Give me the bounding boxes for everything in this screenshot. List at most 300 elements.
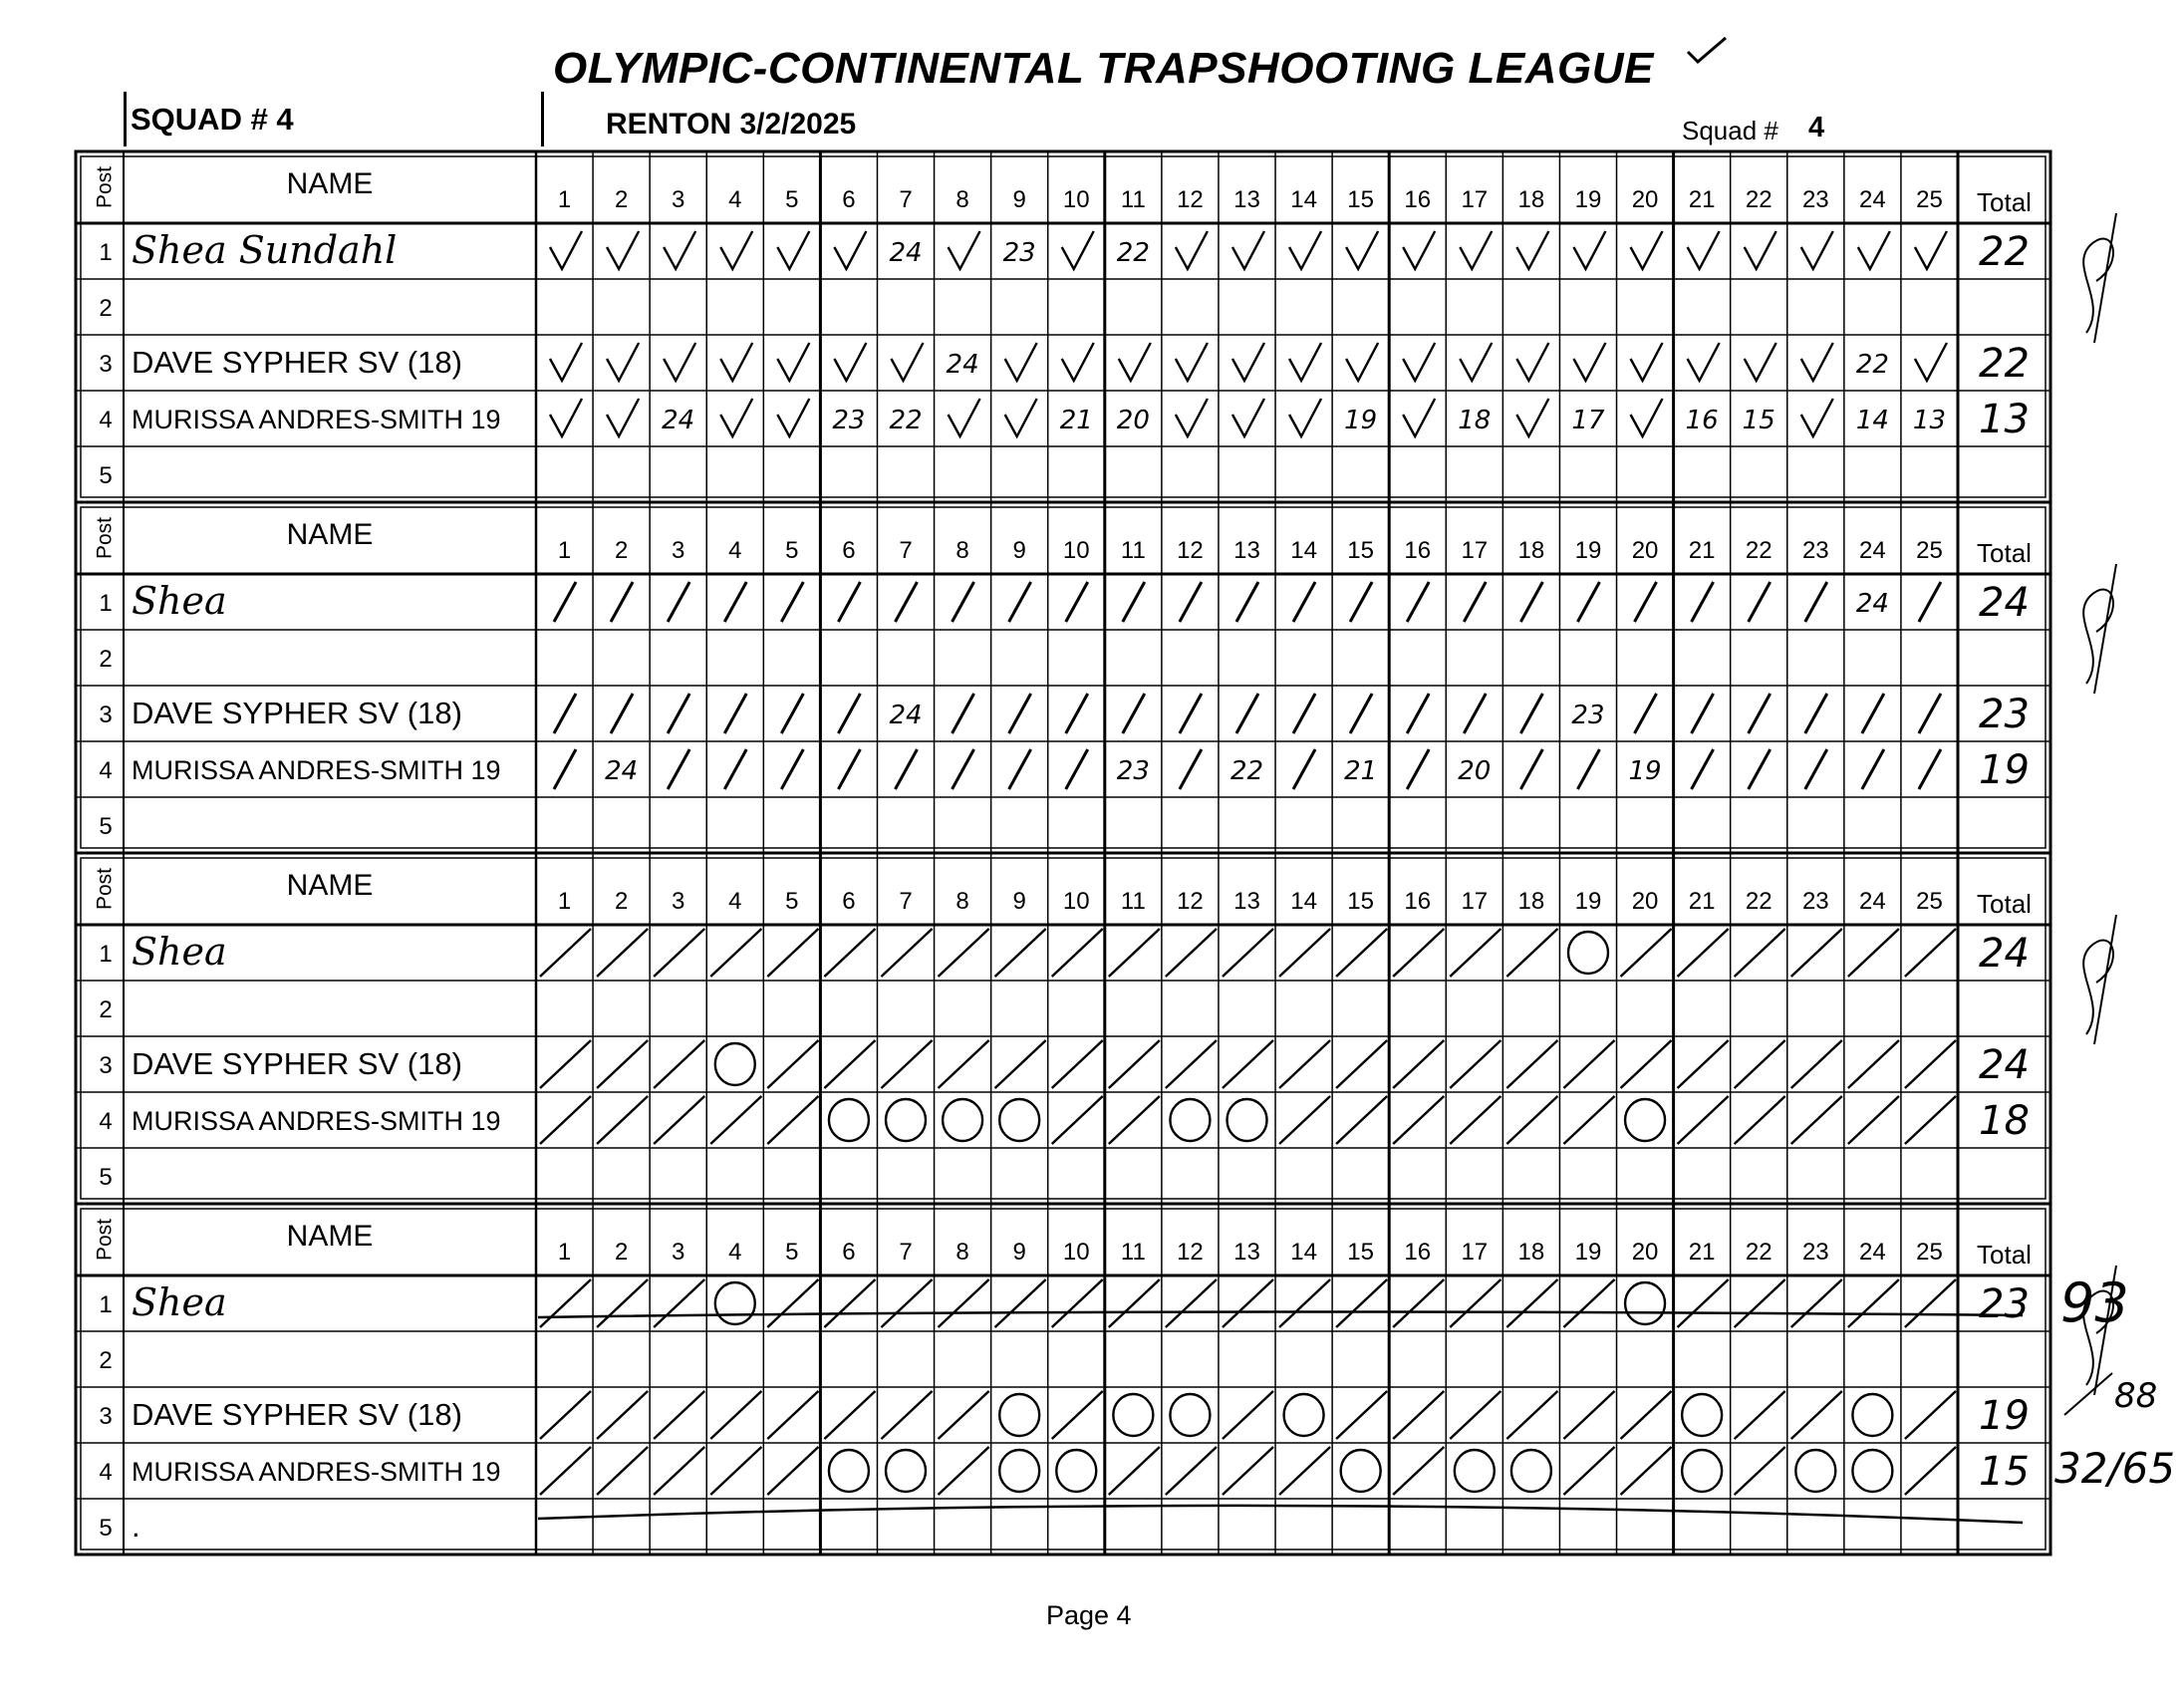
- target-number-label: 7: [899, 888, 913, 915]
- hit-slash-icon: [654, 1096, 704, 1144]
- hit-slash-icon: [1450, 1391, 1501, 1439]
- hit-slash-icon: [1735, 1040, 1785, 1088]
- target-number-label: 9: [1012, 888, 1026, 915]
- target-number-label: 11: [1120, 1239, 1146, 1266]
- target-number-label: 23: [1801, 888, 1829, 915]
- post-number: 5: [99, 1515, 113, 1542]
- hit-slash-icon: [1336, 1040, 1387, 1088]
- shooter-name: MURISSA ANDRES-SMITH 19: [132, 755, 501, 785]
- target-number-label: 3: [672, 537, 685, 564]
- hit-slash-icon: [1393, 1447, 1444, 1495]
- shooter-row: [99, 1347, 112, 1374]
- target-number-label: 10: [1062, 186, 1090, 213]
- target-number-label: 8: [956, 537, 969, 564]
- target-number-label: 5: [785, 537, 799, 564]
- post-number: 2: [99, 1347, 113, 1374]
- target-number-label: 23: [1801, 186, 1829, 213]
- hit-slash-icon: [597, 1040, 648, 1088]
- hit-slash-icon: [1506, 1279, 1557, 1327]
- hit-slash-icon: [1450, 1279, 1501, 1327]
- hit-slash-icon: [540, 1447, 591, 1495]
- hit-check-icon: [1062, 343, 1094, 381]
- hit-slash-icon: [597, 929, 648, 977]
- hit-slash-icon: [1109, 1447, 1160, 1495]
- hit-slash-icon: [1393, 1096, 1444, 1144]
- target-number-label: 8: [956, 1239, 969, 1266]
- hit-slash-icon: [1791, 1391, 1842, 1439]
- hit-slash-icon: [611, 582, 633, 622]
- hit-check-icon: [664, 231, 695, 269]
- hit-check-icon: [720, 343, 752, 381]
- hit-slash-icon: [1166, 1279, 1217, 1327]
- hit-slash-icon: [1052, 1096, 1103, 1144]
- hit-check-icon: [1403, 231, 1435, 269]
- hit-check-icon: [891, 343, 923, 381]
- hit-slash-icon: [597, 1096, 648, 1144]
- row-total: 23: [1979, 692, 2030, 737]
- hit-check-icon: [1289, 399, 1321, 436]
- total-label: Total: [1977, 187, 2032, 217]
- target-number-label: 8: [956, 888, 969, 915]
- hit-check-icon: [1573, 343, 1605, 381]
- margin-fraction-2: 32/65: [2054, 1444, 2176, 1493]
- hit-slash-icon: [1678, 929, 1729, 977]
- hit-check-icon: [607, 343, 639, 381]
- target-number-label: 6: [842, 537, 856, 564]
- hit-check-icon: [1915, 231, 1947, 269]
- hit-slash-icon: [1279, 1279, 1330, 1327]
- hit-slash-icon: [838, 694, 860, 733]
- squad-label: SQUAD # 4: [131, 102, 294, 137]
- event-label: RENTON 3/2/2025: [606, 108, 857, 141]
- post-number: 3: [99, 1052, 113, 1079]
- hit-slash-icon: [1109, 1040, 1160, 1088]
- running-score: 14: [1855, 406, 1889, 435]
- hit-slash-icon: [1692, 582, 1714, 622]
- hit-slash-icon: [824, 1391, 875, 1439]
- miss-o-icon: [1682, 1450, 1722, 1492]
- target-number-label: 2: [614, 1239, 629, 1266]
- miss-o-icon: [999, 1099, 1039, 1141]
- hit-slash-icon: [1791, 929, 1842, 977]
- row-total: 18: [1979, 1098, 2030, 1144]
- shooter-row: [99, 579, 2030, 626]
- hit-slash-icon: [1506, 1040, 1557, 1088]
- post-number: 2: [99, 996, 113, 1023]
- miss-o-icon: [1113, 1394, 1153, 1436]
- target-number-label: 7: [899, 1239, 913, 1266]
- miss-o-icon: [1170, 1099, 1210, 1141]
- target-number-label: 22: [1745, 186, 1773, 213]
- hit-check-icon: [1176, 231, 1208, 269]
- target-number-label: 4: [728, 537, 742, 564]
- hit-slash-icon: [1393, 1040, 1444, 1088]
- running-score: 19: [1628, 756, 1662, 786]
- running-score: 19: [1344, 406, 1378, 435]
- target-number-label: 18: [1517, 1239, 1545, 1266]
- target-number-label: 12: [1177, 1239, 1204, 1266]
- target-number-label: 3: [672, 1239, 685, 1266]
- hit-slash-icon: [1749, 694, 1771, 733]
- hit-slash-icon: [1749, 749, 1771, 789]
- hit-slash-icon: [1464, 582, 1486, 622]
- running-score: 15: [1742, 406, 1775, 435]
- hit-slash-icon: [1223, 929, 1273, 977]
- hit-slash-icon: [1109, 1096, 1160, 1144]
- hit-slash-icon: [1848, 1040, 1899, 1088]
- target-number-label: 14: [1290, 537, 1317, 564]
- hit-check-icon: [720, 231, 752, 269]
- hit-slash-icon: [1905, 1096, 1956, 1144]
- hit-slash-icon: [1678, 1096, 1729, 1144]
- hit-check-icon: [720, 399, 752, 436]
- post-number: 5: [99, 813, 113, 840]
- hit-slash-icon: [540, 1391, 591, 1439]
- target-number-label: 18: [1517, 888, 1545, 915]
- hit-check-icon: [1516, 343, 1548, 381]
- post-number: 1: [99, 941, 113, 968]
- target-number-label: 2: [614, 888, 629, 915]
- hit-check-icon: [834, 343, 866, 381]
- miss-o-icon: [1511, 1450, 1551, 1492]
- hit-slash-icon: [1066, 582, 1088, 622]
- hit-check-icon: [1176, 399, 1208, 436]
- target-number-label: 23: [1801, 1239, 1829, 1266]
- hit-slash-icon: [611, 694, 633, 733]
- hit-slash-icon: [953, 582, 974, 622]
- hit-slash-icon: [1791, 1279, 1842, 1327]
- post-number: 1: [99, 590, 113, 617]
- hit-slash-icon: [668, 694, 689, 733]
- hit-slash-icon: [1223, 1040, 1273, 1088]
- hit-slash-icon: [1635, 582, 1657, 622]
- hit-check-icon: [1688, 231, 1720, 269]
- shooter-row: [99, 747, 2030, 793]
- hit-slash-icon: [1407, 694, 1429, 733]
- row-total: 22: [1979, 229, 2030, 275]
- target-number-label: 7: [899, 537, 913, 564]
- target-number-label: 17: [1461, 1239, 1489, 1266]
- hit-slash-icon: [1805, 749, 1827, 789]
- hit-slash-icon: [1621, 929, 1672, 977]
- shooter-row: [99, 462, 112, 489]
- hit-check-icon: [1516, 231, 1548, 269]
- target-number-label: 1: [557, 1239, 572, 1266]
- shooter-row: [99, 341, 2030, 387]
- hit-check-icon: [1403, 399, 1435, 436]
- target-number-label: 25: [1916, 537, 1943, 564]
- hit-slash-icon: [767, 929, 818, 977]
- hit-check-icon: [550, 231, 582, 269]
- page-number: Page 4: [1046, 1600, 1132, 1630]
- hit-slash-icon: [554, 749, 576, 789]
- hit-slash-icon: [1393, 1279, 1444, 1327]
- target-number-label: 21: [1688, 888, 1716, 915]
- hit-slash-icon: [1563, 1040, 1614, 1088]
- hit-slash-icon: [1563, 1447, 1614, 1495]
- hit-slash-icon: [1393, 1391, 1444, 1439]
- hit-slash-icon: [1905, 1040, 1956, 1088]
- target-number-label: 13: [1233, 186, 1260, 213]
- hit-slash-icon: [654, 929, 704, 977]
- miss-o-icon: [1625, 1282, 1665, 1324]
- hit-slash-icon: [1506, 929, 1557, 977]
- hit-check-icon: [1573, 231, 1605, 269]
- hit-slash-icon: [781, 694, 803, 733]
- round-block-1: [76, 151, 2116, 502]
- hit-slash-icon: [668, 749, 689, 789]
- target-number-label: 4: [728, 186, 742, 213]
- hit-slash-icon: [540, 1096, 591, 1144]
- shooter-name: .: [132, 1509, 140, 1544]
- row-total: 24: [1979, 1042, 2030, 1088]
- hit-slash-icon: [1450, 1040, 1501, 1088]
- hit-slash-icon: [1862, 694, 1884, 733]
- hit-check-icon: [834, 231, 866, 269]
- hit-slash-icon: [1905, 1279, 1956, 1327]
- hit-slash-icon: [767, 1391, 818, 1439]
- hit-slash-icon: [710, 1391, 761, 1439]
- target-number-label: 3: [672, 186, 685, 213]
- target-number-label: 9: [1012, 186, 1026, 213]
- miss-o-icon: [1228, 1099, 1267, 1141]
- hit-check-icon: [777, 343, 809, 381]
- hit-slash-icon: [597, 1391, 648, 1439]
- shooter-row: [99, 397, 2030, 442]
- hit-slash-icon: [1450, 929, 1501, 977]
- shooter-row: [99, 692, 2030, 737]
- hit-slash-icon: [1052, 929, 1103, 977]
- running-score: 17: [1571, 406, 1605, 435]
- target-number-label: 25: [1916, 888, 1943, 915]
- shooter-row: [99, 1447, 2030, 1495]
- hit-slash-icon: [1236, 582, 1258, 622]
- hit-check-icon: [949, 231, 980, 269]
- target-number-label: 24: [1859, 1239, 1886, 1266]
- target-number-label: 20: [1631, 888, 1659, 915]
- hit-check-icon: [1631, 399, 1663, 436]
- hit-slash-icon: [767, 1096, 818, 1144]
- hit-slash-icon: [824, 1040, 875, 1088]
- target-number-label: 19: [1574, 537, 1602, 564]
- hit-slash-icon: [1223, 1279, 1273, 1327]
- hit-slash-icon: [1393, 929, 1444, 977]
- hit-slash-icon: [1009, 749, 1031, 789]
- post-number: 3: [99, 1403, 113, 1430]
- shooter-row: [99, 1040, 2030, 1088]
- target-number-label: 5: [785, 1239, 799, 1266]
- target-number-label: 20: [1631, 537, 1659, 564]
- miss-o-icon: [1284, 1394, 1324, 1436]
- target-number-label: 8: [956, 186, 969, 213]
- miss-o-icon: [999, 1450, 1039, 1492]
- hit-slash-icon: [654, 1279, 704, 1327]
- hit-slash-icon: [1520, 694, 1542, 733]
- fraction-slash: [2064, 1373, 2112, 1415]
- post-number: 1: [99, 239, 113, 266]
- hit-slash-icon: [1621, 1391, 1672, 1439]
- round-block-4: [76, 1204, 2116, 1554]
- target-number-label: 5: [785, 888, 799, 915]
- shooter-row: [99, 1164, 112, 1191]
- hit-slash-icon: [1350, 582, 1372, 622]
- post-number: 4: [99, 1108, 113, 1135]
- target-number-label: 5: [785, 186, 799, 213]
- hit-slash-icon: [1166, 1447, 1217, 1495]
- target-number-label: 21: [1688, 537, 1716, 564]
- hit-slash-icon: [1749, 582, 1771, 622]
- hit-slash-icon: [1621, 1040, 1672, 1088]
- hit-slash-icon: [1293, 749, 1315, 789]
- name-label: NAME: [286, 167, 374, 200]
- hit-slash-icon: [1123, 694, 1145, 733]
- hit-slash-icon: [554, 694, 576, 733]
- post-label: Post: [93, 1218, 117, 1262]
- target-number-label: 4: [728, 1239, 742, 1266]
- hit-slash-icon: [597, 1447, 648, 1495]
- hit-check-icon: [1858, 231, 1890, 269]
- hit-slash-icon: [881, 1279, 932, 1327]
- hit-slash-icon: [767, 1447, 818, 1495]
- post-number: 2: [99, 646, 113, 673]
- total-label: Total: [1977, 889, 2032, 919]
- miss-o-icon: [1170, 1394, 1210, 1436]
- hit-slash-icon: [939, 929, 989, 977]
- hit-check-icon: [1460, 343, 1492, 381]
- total-label: Total: [1977, 538, 2032, 568]
- hit-slash-icon: [1919, 694, 1941, 733]
- target-number-label: 11: [1120, 537, 1146, 564]
- target-number-label: 22: [1745, 888, 1773, 915]
- hit-slash-icon: [1223, 1391, 1273, 1439]
- hit-check-icon: [777, 231, 809, 269]
- hit-slash-icon: [1563, 1279, 1614, 1327]
- hit-slash-icon: [668, 582, 689, 622]
- hit-slash-icon: [1407, 749, 1429, 789]
- hit-slash-icon: [1450, 1096, 1501, 1144]
- hit-slash-icon: [1052, 1040, 1103, 1088]
- target-number-label: 4: [728, 888, 742, 915]
- target-number-label: 14: [1290, 1239, 1317, 1266]
- shooter-row: [99, 813, 112, 840]
- target-number-label: 19: [1574, 888, 1602, 915]
- running-score: 23: [832, 406, 866, 435]
- running-score: 20: [1458, 756, 1492, 786]
- scorer-initials-icon: [2083, 213, 2116, 343]
- name-label: NAME: [286, 518, 374, 551]
- target-number-label: 7: [899, 186, 913, 213]
- hit-slash-icon: [1009, 694, 1031, 733]
- running-score: 13: [1912, 406, 1947, 435]
- hit-slash-icon: [1791, 1096, 1842, 1144]
- hit-check-icon: [1745, 231, 1776, 269]
- running-score: 22: [1855, 350, 1889, 380]
- hit-check-icon: [1460, 231, 1492, 269]
- hit-slash-icon: [1848, 1096, 1899, 1144]
- target-number-label: 22: [1745, 1239, 1773, 1266]
- hit-slash-icon: [1678, 1279, 1729, 1327]
- row-total: 19: [1979, 747, 2030, 793]
- hit-slash-icon: [1563, 1391, 1614, 1439]
- hit-check-icon: [1516, 399, 1548, 436]
- post-label: Post: [93, 165, 117, 209]
- hit-slash-icon: [781, 582, 803, 622]
- hit-slash-icon: [824, 1279, 875, 1327]
- row-total: 22: [1979, 341, 2030, 387]
- shooter-row: [99, 1391, 2030, 1439]
- shooter-name: DAVE SYPHER SV (18): [132, 345, 462, 380]
- hit-slash-icon: [953, 694, 974, 733]
- hit-slash-icon: [881, 1391, 932, 1439]
- shooter-name: MURISSA ANDRES-SMITH 19: [132, 405, 501, 434]
- hit-slash-icon: [1791, 1040, 1842, 1088]
- hit-slash-icon: [1066, 749, 1088, 789]
- hit-slash-icon: [724, 582, 746, 622]
- target-number-label: 19: [1574, 1239, 1602, 1266]
- target-number-label: 16: [1404, 888, 1432, 915]
- target-number-label: 15: [1347, 888, 1375, 915]
- hit-slash-icon: [1919, 749, 1941, 789]
- hit-check-icon: [1403, 343, 1435, 381]
- shooter-name: MURISSA ANDRES-SMITH 19: [132, 1457, 501, 1487]
- hit-slash-icon: [1180, 582, 1202, 622]
- hit-slash-icon: [540, 929, 591, 977]
- hit-slash-icon: [895, 749, 917, 789]
- hit-slash-icon: [710, 1447, 761, 1495]
- shooter-row: [99, 646, 112, 673]
- running-score: 24: [605, 756, 639, 786]
- hit-check-icon: [1631, 231, 1663, 269]
- target-number-label: 23: [1801, 537, 1829, 564]
- hit-slash-icon: [939, 1391, 989, 1439]
- hit-slash-icon: [1109, 929, 1160, 977]
- running-score: 16: [1685, 406, 1719, 435]
- row-total: 23: [1979, 1281, 2030, 1327]
- miss-o-icon: [1455, 1450, 1495, 1492]
- hit-slash-icon: [824, 929, 875, 977]
- hit-check-icon: [1801, 399, 1833, 436]
- post-number: 5: [99, 462, 113, 489]
- hit-slash-icon: [710, 1096, 761, 1144]
- hit-slash-icon: [710, 929, 761, 977]
- miss-o-icon: [886, 1450, 926, 1492]
- miss-o-icon: [1795, 1450, 1835, 1492]
- shooter-row: [99, 1509, 139, 1544]
- hit-slash-icon: [1805, 582, 1827, 622]
- hit-slash-icon: [1692, 749, 1714, 789]
- hit-slash-icon: [995, 1040, 1046, 1088]
- round-block-3: [76, 853, 2116, 1204]
- shooter-name: Shea: [132, 1280, 227, 1324]
- hit-slash-icon: [1635, 694, 1657, 733]
- shooter-row: [99, 295, 112, 322]
- running-score: 24: [889, 701, 923, 730]
- hit-slash-icon: [838, 749, 860, 789]
- hit-slash-icon: [939, 1040, 989, 1088]
- strike-line: [538, 1311, 2023, 1317]
- running-score: 22: [1116, 238, 1150, 268]
- hit-slash-icon: [1180, 694, 1202, 733]
- miss-o-icon: [715, 1043, 755, 1085]
- shooter-name: DAVE SYPHER SV (18): [132, 1397, 462, 1432]
- shooter-row: [99, 228, 2030, 275]
- hit-slash-icon: [1577, 582, 1599, 622]
- target-number-label: 15: [1347, 537, 1375, 564]
- miss-o-icon: [1341, 1450, 1381, 1492]
- target-number-label: 16: [1404, 537, 1432, 564]
- post-number: 4: [99, 407, 113, 433]
- hit-slash-icon: [953, 749, 974, 789]
